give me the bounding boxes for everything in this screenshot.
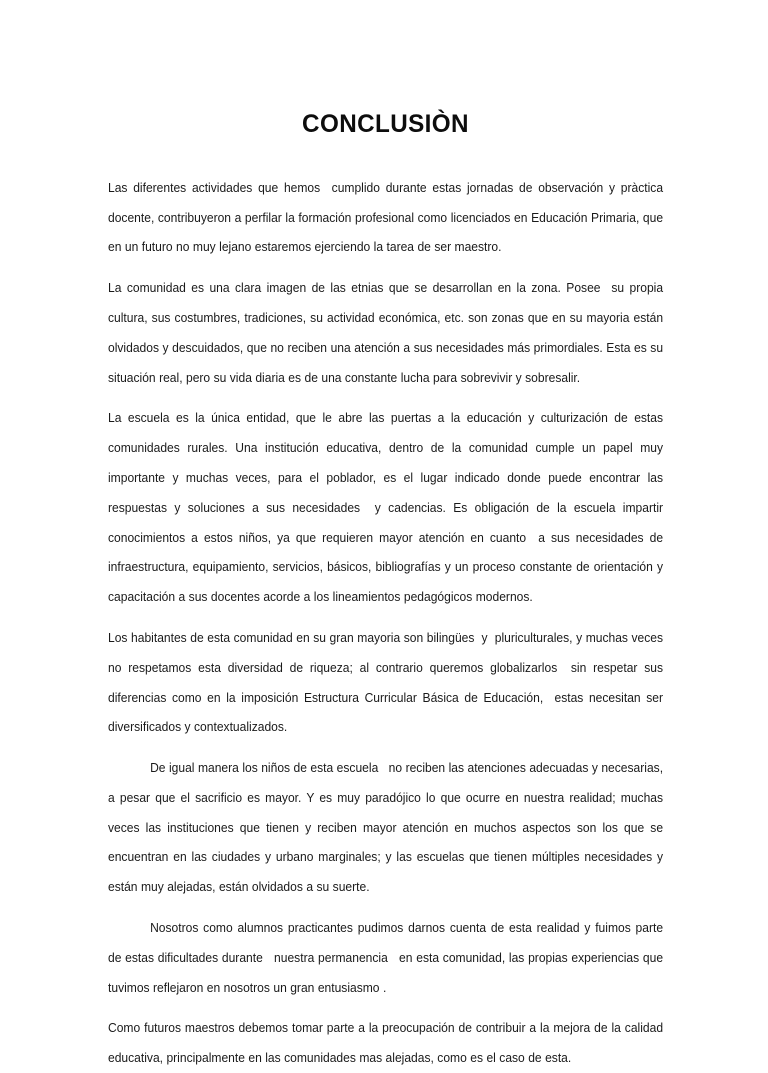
paragraph-6: Nosotros como alumnos practicantes pudimos darnos cuenta de esta realidad y fuimos parte de estas dificultades durante nuestra permanencia en esta comunidad, las propias experiencias que tuvimos reflejaron en nosotros un gran entusiasmo . <box>108 920 667 995</box>
document-body <box>108 110 667 1073</box>
paragraph-7: Como futuros maestros debemos tomar parte a la preocupación de contribuir a la mejora de la calidad educativa, principalmente en las comunidades mas alejadas, como es el caso de esta. <box>108 1020 667 1066</box>
page-title: CONCLUSIÒN <box>302 110 469 138</box>
paragraph-3: La escuela es la única entidad, que le abre las puertas a la educación y culturización de estas comunidades rurales. Una institución educativa, dentro de la comunidad cumple un papel muy importante y muchas veces, para el poblador, es el lugar indicado donde puede encontrar las respuestas y soluciones a sus necesidades y cadencias. Es obligación de la escuela impartir conocimientos a estos niños, ya que requieren mayor atención en cuanto a sus necesidades de infraestructura, equipamiento, servicios, básicos, bibliografías y un proceso constante de orientación y capacitación a sus docentes acorde a los lineamientos pedagógicos modernos. <box>108 410 667 605</box>
paragraph-2: La comunidad es una clara imagen de las etnias que se desarrollan en la zona. Posee su propia cultura, sus costumbres, tradiciones, su actividad económica, etc. son zonas que en su mayoria están olvidados y descuidados, que no reciben una atención a sus necesidades más primordiales. Esta es su situación real, pero su vida diaria es de una constante lucha para sobrevivir y sobresalir. <box>108 280 667 385</box>
paragraph-1: Las diferentes actividades que hemos cumplido durante estas jornadas de observación y pràctica docente, contribuyeron a perfilar la formación profesional como licenciados en Educación Primaria, que en un futuro no muy lejano estaremos ejerciendo la tarea de ser maestro. <box>108 179 667 255</box>
paragraph-4: Los habitantes de esta comunidad en su gran mayoria son bilingües y pluriculturales, y muchas veces no respetamos esta diversidad de riqueza; al contrario queremos globalizarlos sin respetar sus diferencias como en la imposición Estructura Curricular Básica de Educación, estas necesitan ser diversificados y contextualizados. <box>108 629 667 735</box>
paragraph-5: De igual manera los niños de esta escuela no reciben las atenciones adecuadas y necesarias, a pesar que el sacrificio es mayor. Y es muy paradójico lo que ocurre en nuestra realidad; muchas veces las instituciones que tienen y reciben mayor atención en muchos aspectos son los que se encuentran en las ciudades y urbano marginales; y las escuelas que tienen múltiples necesidades y están muy alejadas, están olvidados a su suerte. <box>108 760 667 895</box>
